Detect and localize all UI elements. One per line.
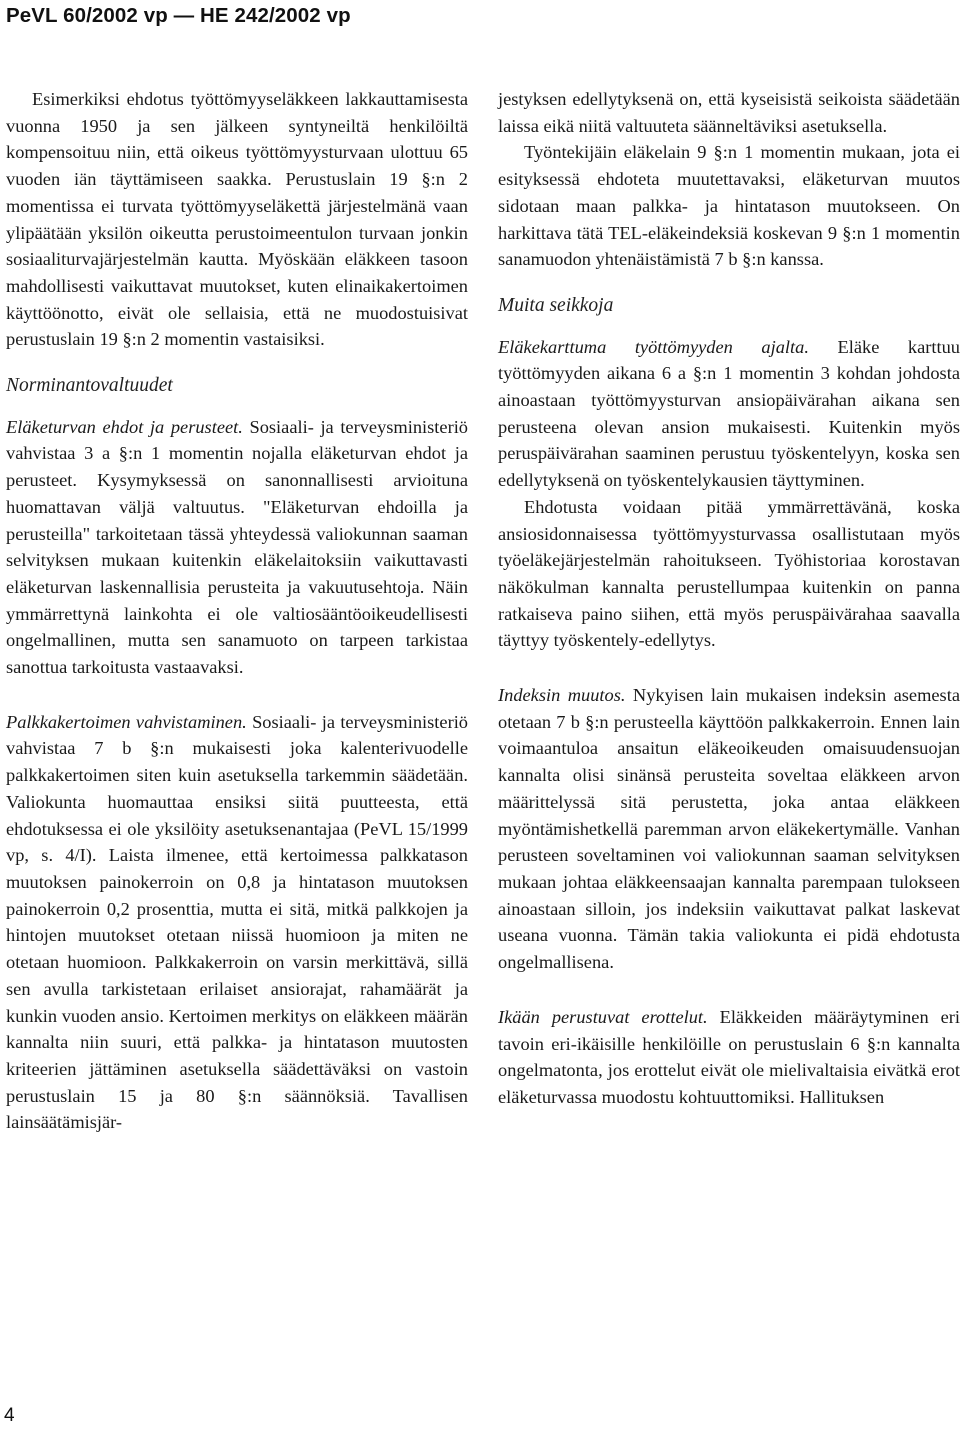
runin-heading-wage-coefficient: Palkkakertoimen vahvistaminen. bbox=[6, 711, 247, 732]
section-heading-muita-seikkoja: Muita seikkoja bbox=[498, 294, 614, 316]
runin-heading-accrual-unemployment: Eläkekarttuma työttömyyden ajalta. bbox=[498, 336, 809, 357]
paragraph-proposal-assessment: Ehdotusta voidaan pitää ymmärrettävänä, koska ansiosidonnaisessa työttömyysturvassa osallistutaan myös työeläkejärjestelmän rahoitukseen. Työhistoriaa korostavan näkökulman kannalta perustellumpaa kuitenkin on panna ratkaiseva paino siihen, että myös peruspäivärahaa saavalla täyttyy työskentely-edellytys. bbox=[498, 496, 960, 651]
runin-heading-index-change: Indeksin muutos. bbox=[498, 685, 626, 706]
paragraph-age-distinctions-text: Eläkkeiden määräytyminen eri tavoin eri-ikäisille henkilöille on perustuslain 6 §:n kannalta ongelmatonta, jos erottelut eivät ole mielivaltaisia eivätkä erot eläketurvassa muodostu kohtuuttomiksi. Hallituksen bbox=[498, 1006, 960, 1107]
paragraph-accrual-unemployment-text: Eläke karttuu työttömyyden aikana 6 a §:n 1 momentin 3 kohdan johdosta ainoastaan työttömyysturvan ansiopäivärahan aikana sen perusteena olevan ansion mukaisesti. Kuitenkin myös peruspäivärahan saaminen perustuu työskentelyyn, koska sen edellytyksenä on työskentelykausien täyttyminen. bbox=[498, 336, 960, 491]
paragraph-continuation: jestyksen edellytyksenä on, että kyseisistä seikoista säädetään laissa eikä niitä valtuuteta säänneltäviksi asetuksella. bbox=[498, 89, 960, 136]
paragraph-wage-coefficient bbox=[6, 709, 468, 1136]
paragraph-unemployment-pension: Esimerkiksi ehdotus työttömyyseläkkeen lakkauttamisesta vuonna 1950 ja sen jälkeen syntyneiltä henkilöiltä kompensoituu niin, että oikeus työttömyysturvaan ulottuu 65 vuoden iän täyttämiseen saakka. Perustuslain 19 §:n 2 momentissa ei turvata työttömyyseläkettä järjestelmänä vaan ylipäätään yksilön oikeutta perustoimeentulon turvaan jonkin sosiaaliturvajärjestelmän kautta. Myöskään eläkkeen tasoon mahdollisesti vaikuttavat muutokset, kuten elinaikakertoimen käyttöönotto, eivät ole sellaisia, että ne muodostuisivat perustuslain 19 §:n 2 momentin vastaisiksi. bbox=[6, 89, 468, 350]
right-column bbox=[498, 86, 960, 1111]
paragraph-pension-terms bbox=[6, 414, 468, 681]
paragraph-index-change bbox=[498, 682, 960, 976]
paragraph-pension-terms-text: Sosiaali- ja terveysministeriö vahvistaa 3 a §:n 1 momentin nojalla eläketurvan ehdot ja perusteet. Kysymyksessä on sanonnallisesti arvioituna huomattavan väljä valtuutus. "Eläketurvan ehdoilla ja perusteilla" tarkoitetaan tässä yhteydessä valiokunnan saaman selvityksen mukaan kuitenkin eläkelaitoksiin vaikuttavasti eläketurvan laskennallisia perusteita ja vakuutusehtoja. Näin ymmärrettynä lainkohta ei ole valtiosääntöoikeudellisesti ongelmallinen, mutta sen sanamuoto on tarpeen tarkistaa sanottua tarkoitusta vastaavaksi. bbox=[6, 416, 468, 678]
paragraph-wage-coefficient-text: Sosiaali- ja terveysministeriö vahvistaa 7 b §:n mukaisesti joka kalenterivuodelle palkkakertoimen siten kuin asetuksella tarkemmin säädetään. Valiokunta huomauttaa ensiksi siitä puutteesta, että ehdotuksessa ei ole yksilöity asetuksenantajaa (PeVL 15/1999 vp, s. 4/I). Laista ilmenee, että kertoimessa palkkatason muutoksen painokerroin on 0,8 ja hintatason muutoksen painokerroin 0,2 prosenttia, mutta ei sitä, mitkä palkkojen ja hintojen muutokset otetaan niissä huomioon ja miten ne otetaan huomioon. Palkkakerroin on varsin merkittävä, sillä sen avulla tarkistetaan erilaiset ansiorajat, rahamäärät ja kunkin vuoden ansio. Kertoimen merkitys on eläkkeen määrän kannalta niin suuri, että palkka- ja hintatason muutosten kriteerien jättäminen asetuksella säädettäväksi on vastoin perustuslain 15 ja 80 §:n säännöksiä. Tavallisen lainsäätämisjär- bbox=[6, 711, 469, 1133]
paragraph-age-distinctions bbox=[498, 1004, 960, 1111]
runin-heading-pension-terms: Eläketurvan ehdot ja perusteet. bbox=[6, 416, 243, 437]
runin-heading-age-distinctions: Ikään perustuvat erottelut. bbox=[498, 1006, 708, 1027]
page-number: 4 bbox=[4, 1405, 15, 1426]
paragraph-index-change-text: Nykyisen lain mukaisen indeksin asemesta otetaan 7 b §:n perusteella käyttöön palkkakerroin. Ennen lain voimaantuloa ansaitun eläkeoikeuden omaisuudensuojan kannalta olisi sinänsä perusteita soveltaa eläkkeen arvon määrittelyssä sitä perustetta, joka antaa eläkkeen myöntämishetkellä paremman arvon eläkekertymälle. Vanhan perusteen soveltaminen voi valiokunnan saaman selvityksen mukaan johtaa eläkkeensaajan kannalta parempaan tulokseen ainoastaan silloin, jos indeksiin vaikuttavat palkat laskevat useana vuonna. Tämän takia valiokunta ei pidä ehdotusta ongelmallisena. bbox=[498, 685, 960, 973]
running-header: PeVL 60/2002 vp — HE 242/2002 vp bbox=[6, 4, 351, 27]
section-heading-norminantovaltuudet: Norminantovaltuudet bbox=[6, 375, 173, 397]
paragraph-tel-index: Työntekijäin eläkelain 9 §:n 1 momentin mukaan, jota ei esityksessä ehdoteta muutettavaksi, eläketurvan muutos sidotaan maan palkka- ja hintatason muutokseen. On harkittava tätä TEL-eläkeindeksiä koskevan 9 §:n 1 momentin sanamuodon yhtenäistämistä 7 b §:n kanssa. bbox=[498, 142, 960, 270]
paragraph-accrual-unemployment bbox=[498, 334, 960, 494]
left-column bbox=[6, 86, 468, 1136]
